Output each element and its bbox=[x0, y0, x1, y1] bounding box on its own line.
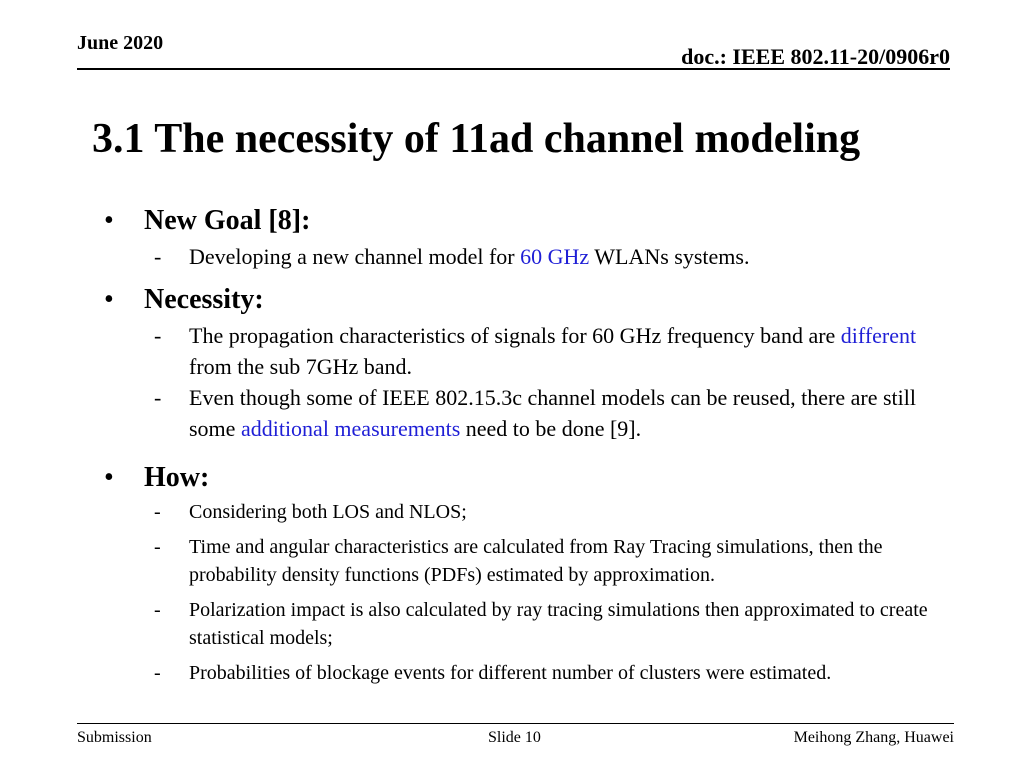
slide-title: 3.1 The necessity of 11ad channel modeling bbox=[92, 116, 861, 162]
list-item: - Probabilities of blockage events for different number of clusters were estimated. bbox=[104, 659, 964, 687]
section-how bbox=[104, 458, 964, 687]
item-text: need to be done [9]. bbox=[460, 416, 642, 441]
list-item: - Time and angular characteristics are calculated from Ray Tracing simulations, then the probability density functions (PDFs) estimated by approximation. bbox=[104, 533, 964, 589]
header-rule bbox=[77, 68, 950, 70]
bullet-heading-necessity: • Necessity: bbox=[104, 280, 964, 320]
section-necessity bbox=[104, 280, 964, 444]
header-doc-id: doc.: IEEE 802.11-20/0906r0 bbox=[681, 44, 950, 69]
highlight-text: different bbox=[840, 323, 917, 348]
item-text: WLANs systems. bbox=[589, 244, 750, 269]
sub-list-how bbox=[104, 498, 964, 687]
footer-rule bbox=[77, 723, 954, 724]
bullet-heading-new-goal: • New Goal [8]: bbox=[104, 201, 964, 241]
bullet-heading-how: • How: bbox=[104, 458, 964, 498]
footer-slide-number: Slide 10 bbox=[488, 729, 541, 746]
sub-list-necessity bbox=[104, 320, 964, 444]
item-text: Developing a new channel model for bbox=[189, 244, 521, 269]
footer-author: Meihong Zhang, Huawei bbox=[793, 729, 954, 746]
slide-content bbox=[104, 201, 964, 694]
section-new-goal bbox=[104, 201, 964, 272]
item-text: The propagation characteristics of signals for 60 GHz frequency band are bbox=[189, 323, 841, 348]
list-item: - Considering both LOS and NLOS; bbox=[104, 498, 964, 526]
sub-list-new-goal bbox=[104, 241, 964, 272]
item-text: Even though some of IEEE 802.15.3c channel models can be reused, there are still some bbox=[189, 385, 916, 441]
header-date: June 2020 bbox=[77, 32, 164, 54]
footer-submission: Submission bbox=[77, 729, 152, 746]
item-text: from the sub 7GHz band. bbox=[189, 354, 413, 379]
list-item bbox=[104, 320, 964, 382]
highlight-text: 60 GHz bbox=[520, 244, 590, 269]
list-item bbox=[104, 382, 964, 444]
list-item: - Polarization impact is also calculated by ray tracing simulations then approximated to create statistical models; bbox=[104, 596, 964, 652]
highlight-text: additional measurements bbox=[240, 416, 461, 441]
list-item bbox=[104, 241, 964, 272]
